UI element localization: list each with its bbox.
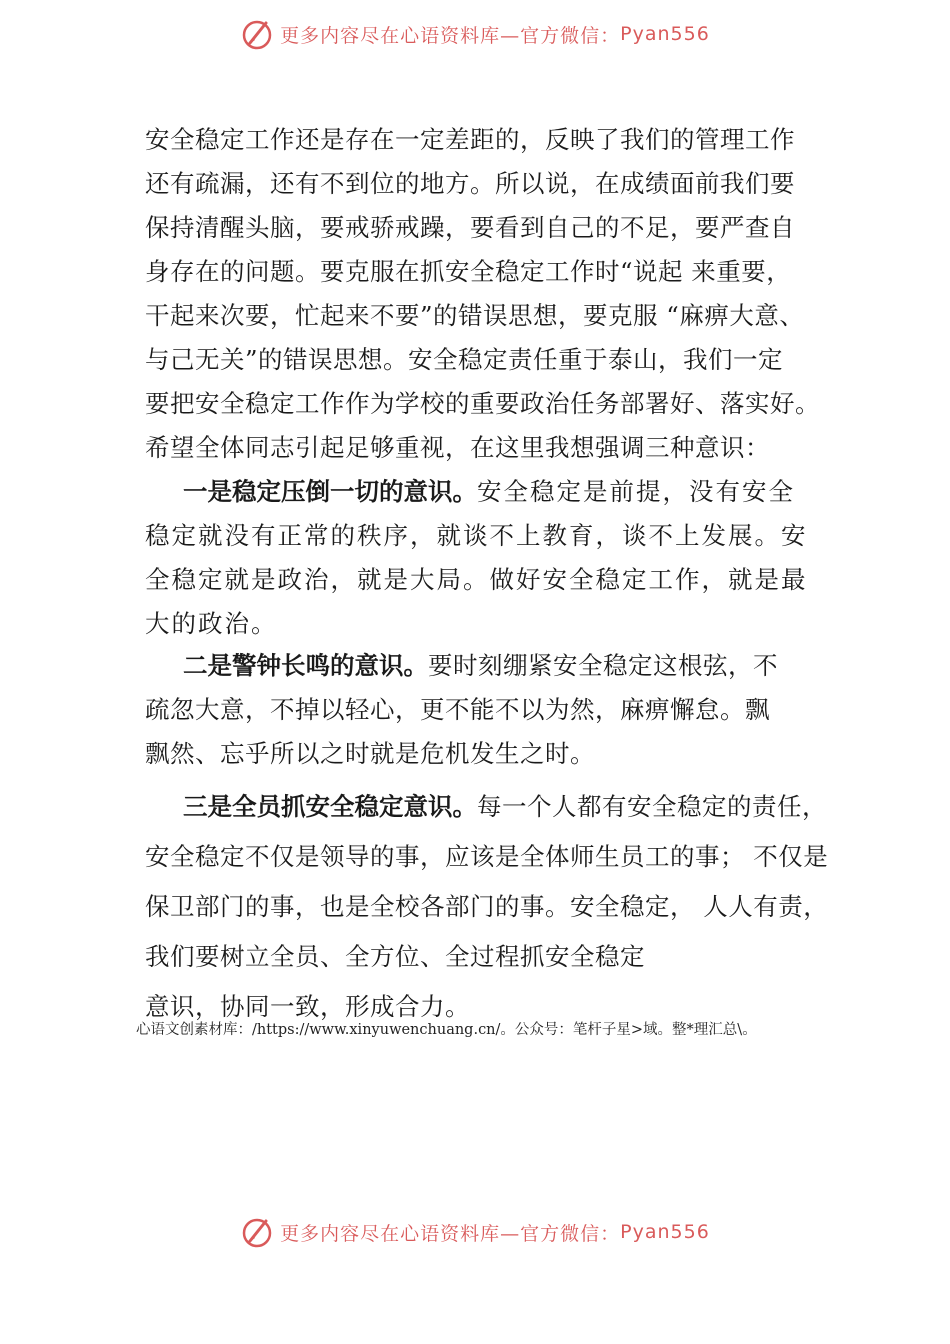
text-line: 保持清醒头脑，要戒骄戒躁，要看到自己的不足，要严查自 bbox=[145, 213, 795, 242]
point-two-first: 要时刻绷紧安全稳定这根弦，不 bbox=[428, 651, 778, 680]
text-line: 意识，协同一致，形成合力。 bbox=[145, 992, 470, 1021]
text-line: 希望全体同志引起足够重视，在这里我想强调三种意识： bbox=[145, 433, 770, 462]
text-line: 安全稳定工作还是存在一定差距的，反映了我们的管理工作 bbox=[145, 125, 795, 154]
point-three-first: 每一个人都有安全稳定的责任， bbox=[477, 792, 827, 821]
text-line: 还有疏漏，还有不到位的地方。所以说，在成绩面前我们要 bbox=[145, 169, 795, 198]
intro-paragraph bbox=[145, 118, 845, 470]
header-banner bbox=[0, 14, 950, 54]
text-line: 要把安全稳定工作作为学校的重要政治任务部署好、落实好。 bbox=[145, 389, 820, 418]
footer-banner-text: 更多内容尽在心语资料库—官方微信： bbox=[280, 1222, 621, 1245]
point-one-heading: 一是稳定压倒一切的意识。 bbox=[183, 477, 477, 506]
text-line: 全稳定就是政治，就是大局。做好安全稳定工作，就是最 bbox=[145, 565, 808, 594]
text-line: 疏忽大意，不掉以轻心，更不能不以为然，麻痹懈怠。飘 bbox=[145, 695, 770, 724]
header-banner-text: 更多内容尽在心语资料库—官方微信： bbox=[280, 24, 621, 47]
point-two-heading: 二是警钟长鸣的意识。 bbox=[183, 651, 428, 680]
text-line bbox=[145, 782, 865, 832]
text-line: 与己无关”的错误思想。安全稳定责任重于泰山，我们一定 bbox=[145, 345, 784, 374]
text-line: 身存在的问题。要克服在抓安全稳定工作时“说起 来重要， bbox=[145, 257, 792, 286]
footer-banner bbox=[0, 1212, 950, 1252]
text-line: 稳定就没有正常的秩序，就谈不上教育，谈不上发展。安 bbox=[145, 521, 808, 550]
footer-wechat-id: Pyan556 bbox=[620, 1221, 710, 1243]
text-line: 干起来次要，忙起来不要”的错误思想，要克服 “麻痹大意、 bbox=[145, 301, 805, 330]
point-three-paragraph bbox=[145, 782, 865, 1032]
text-line: 飘然、忘乎所以之时就是危机发生之时。 bbox=[145, 739, 595, 768]
point-three-heading: 三是全员抓安全稳定意识。 bbox=[183, 792, 477, 821]
point-one-first: 安全稳定是前提，没有安全 bbox=[477, 477, 795, 506]
text-line: 大的政治。 bbox=[145, 609, 278, 638]
source-note: 心语文创素材库：/https://www.xinyuwenchuang.cn/。公众号：笔杆子星>域。整*理汇总\。 bbox=[136, 1022, 757, 1038]
text-line bbox=[145, 470, 845, 514]
point-two-paragraph bbox=[145, 644, 845, 776]
header-wechat-id: Pyan556 bbox=[620, 23, 710, 45]
text-line bbox=[145, 644, 845, 688]
text-line: 安全稳定不仅是领导的事，应该是全体师生员工的事； 不仅是 bbox=[145, 842, 829, 871]
point-one-paragraph bbox=[145, 470, 845, 646]
text-line: 我们要树立全员、全方位、全过程抓安全稳定 bbox=[145, 942, 645, 971]
pen-logo-icon bbox=[240, 1215, 274, 1249]
pen-logo-icon bbox=[240, 17, 274, 51]
text-line: 保卫部门的事，也是全校各部门的事。安全稳定， 人人有责， bbox=[145, 892, 829, 921]
